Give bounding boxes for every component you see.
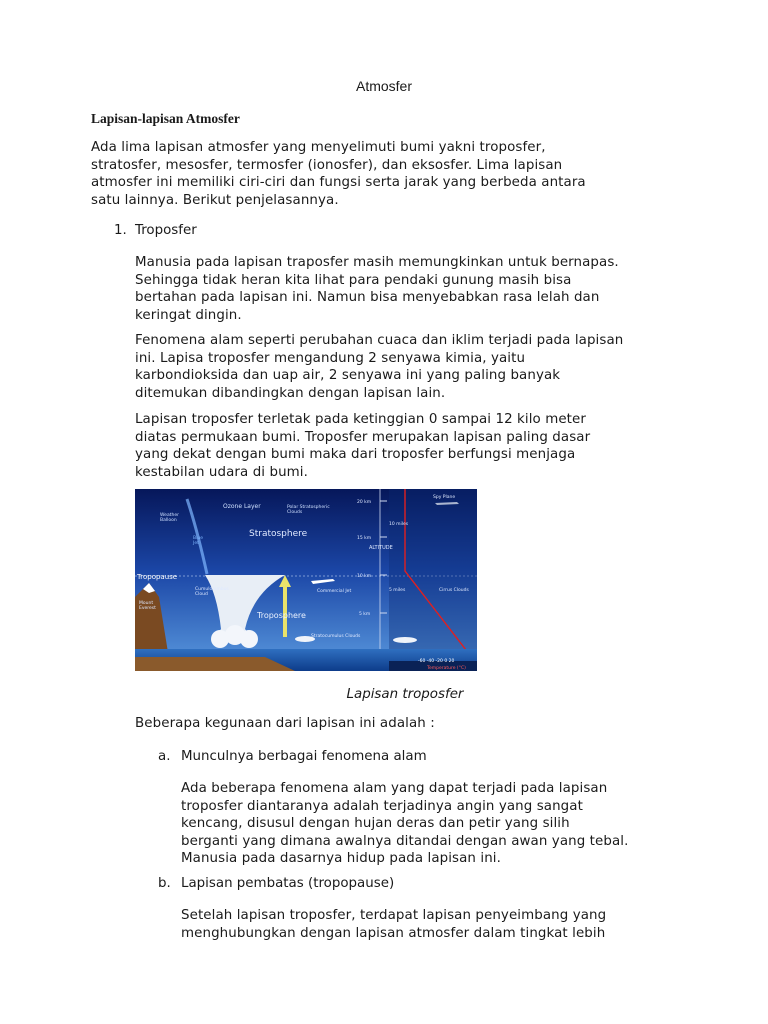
- label-tropopause: Tropopause: [137, 573, 178, 581]
- page-title: Atmosfer: [355, 78, 412, 94]
- figure-caption: Lapisan troposfer: [346, 687, 464, 702]
- tropopause-paragraph: Setelah lapisan troposfer, terdapat lapisan penyeimbang yang menghubungkan dengan lapisan atmosfer dalam tingkat lebih: [181, 908, 607, 941]
- label-commercial-jet: Commercial Jet: [317, 589, 352, 594]
- label-mount-everest: Mount Everest: [139, 601, 156, 612]
- label-10km: 10 km: [357, 574, 372, 579]
- label-temperature-ticks: -60 -40 -20 0 20: [418, 659, 455, 664]
- label-cirrus-clouds: Cirrus Clouds: [439, 588, 469, 593]
- atmosphere-diagram: [135, 489, 477, 671]
- list-item-tropopause: Lapisan pembatas (tropopause): [181, 876, 395, 891]
- label-altitude: ALTITUDE: [369, 545, 393, 551]
- label-20km: 20 km: [357, 500, 372, 505]
- label-cumulonimbus: Cumulonimbus Cloud: [195, 587, 229, 598]
- label-5km: 5 km: [359, 612, 371, 617]
- uses-intro: Beberapa kegunaan dari lapisan ini adalah :: [135, 716, 435, 731]
- list-marker-1: 1.: [114, 223, 127, 238]
- section-title: Lapisan-lapisan Atmosfer: [91, 111, 240, 126]
- list-item-troposfer: Troposfer: [135, 223, 197, 238]
- label-stratosphere: Stratosphere: [249, 529, 308, 539]
- troposfer-paragraph-3: Lapisan troposfer terletak pada ketinggian 0 sampai 12 kilo meter diatas permukaan bumi. Troposfer merupakan lapisan paling dasar yang dekat dengan bumi maka dari troposfer berfungsi menjaga kestabilan udara di bumi.: [135, 412, 591, 480]
- atmosphere-diagram-svg: [135, 489, 477, 671]
- fenomena-paragraph: Ada beberapa fenomena alam yang dapat terjadi pada lapisan troposfer diantaranya adalah terjadinya angin yang sangat kencang, disusul dengan hujan deras dan petir yang silih berganti yang dimana awalnya ditandai dengan awan yang tebal. Manusia pada dasarnya hidup pada lapisan ini.: [181, 781, 629, 866]
- label-weather-balloon: Weather Balloon: [160, 513, 179, 524]
- label-10-miles: 10 miles: [389, 522, 409, 527]
- label-5-miles: 5 miles: [389, 588, 406, 593]
- label-stratocumulus: Stratocumulus Clouds: [311, 634, 361, 639]
- label-spy-plane: Spy Plane: [433, 495, 456, 500]
- list-item-fenomena: Munculnya berbagai fenomena alam: [181, 749, 427, 764]
- troposfer-paragraph-1: Manusia pada lapisan traposfer masih memungkinkan untuk bernapas. Sehingga tidak heran kita lihat para pendaki gunung masih bisa bertahan pada lapisan ini. Namun bisa menyebabkan rasa lelah dan keringat dingin.: [135, 255, 619, 323]
- label-blue-jet: Blue Jet: [193, 536, 203, 547]
- intro-paragraph: Ada lima lapisan atmosfer yang menyelimuti bumi yakni troposfer, stratosfer, mesosfer, termosfer (ionosfer), dan eksosfer. Lima lapisan atmosfer ini memiliki ciri-ciri dan fungsi serta jarak yang berbeda antara satu lainnya. Berikut penjelasannya.: [91, 140, 586, 208]
- label-polar-clouds: Polar Stratospheric Clouds: [287, 505, 330, 516]
- label-ozone-layer: Ozone Layer: [223, 503, 261, 510]
- list-marker-a: a.: [158, 749, 171, 764]
- label-15km: 15 km: [357, 536, 372, 541]
- label-troposphere: Troposphere: [257, 611, 306, 620]
- label-temperature-axis: Temperature (°C): [427, 666, 466, 671]
- list-marker-b: b.: [158, 876, 171, 891]
- troposfer-paragraph-2: Fenomena alam seperti perubahan cuaca dan iklim terjadi pada lapisan ini. Lapisa troposfer mengandung 2 senyawa kimia, yaitu karbondioksida dan uap air, 2 senyawa ini yang paling banyak ditemukan dibandingkan dengan lapisan lain.: [135, 333, 624, 401]
